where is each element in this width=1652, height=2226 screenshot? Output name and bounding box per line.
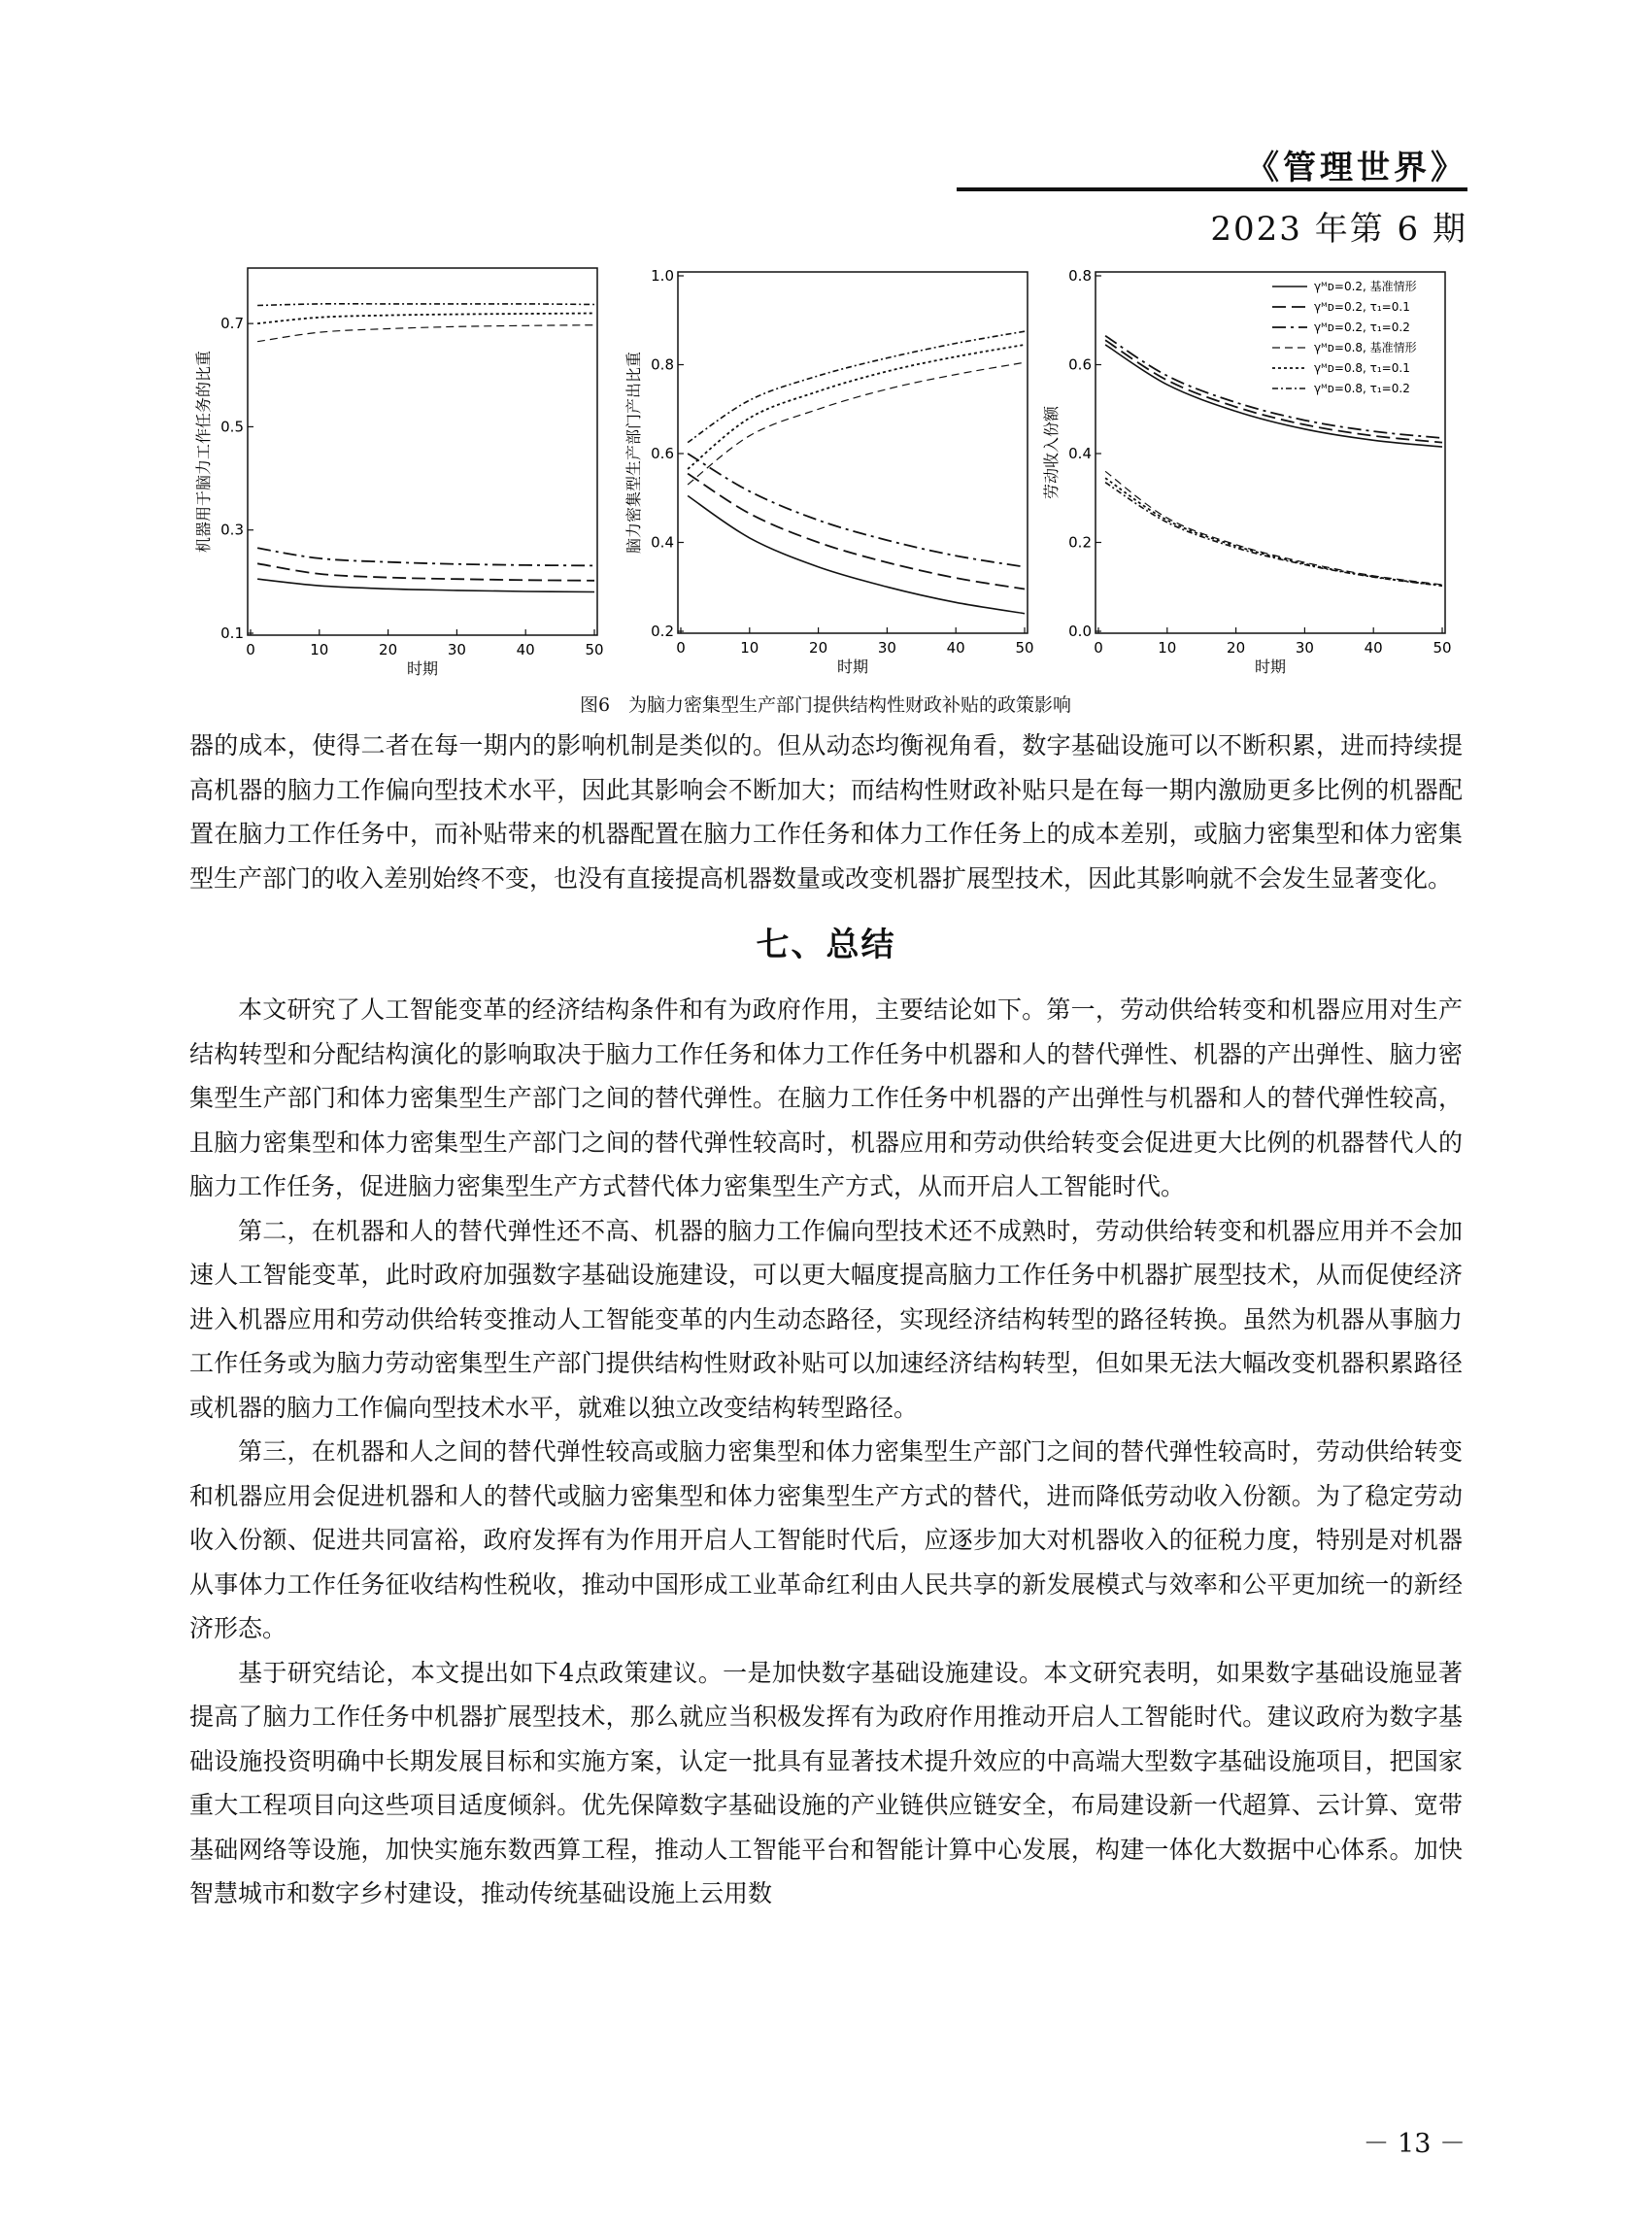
paragraph-2: 第二，在机器和人的替代弹性还不高、机器的脑力工作偏向型技术还不成熟时，劳动供给转变和机器应用并不会加速人工智能变革，此时政府加强数字基础设施建设，可以更大幅度提高脑力工作任务中机器扩展型技术，从而促使经济进入机器应用和劳动供给转变推动人工智能变革的内生动态路径，实现经济结构转型的路径转换。虽然为机器从事脑力工作任务或为脑力劳动密集型生产部门提供结构性财政补贴可以加速经济结构转型，但如果无法大幅改变机器积累路径或机器的脑力工作偏向型技术水平，就难以独立改变结构转型路径。 [189, 1216, 1463, 1422]
x-tick-label: 30 [877, 639, 896, 657]
y-tick-label: 0.5 [220, 418, 244, 436]
figure-6 [185, 260, 1467, 726]
y-tick-label: 0.2 [1068, 533, 1092, 552]
x-tick-label: 20 [379, 641, 398, 658]
series-line-4 [688, 362, 1025, 485]
x-axis-label: 时期 [836, 658, 869, 676]
series-line-4 [1105, 471, 1442, 585]
journal-title: 《管理世界》 [1246, 149, 1467, 187]
header-rule [957, 187, 1467, 191]
paragraph-4: 基于研究结论，本文提出如下4点政策建议。一是加快数字基础设施建设。本文研究表明，如果数字基础设施显著提高了脑力工作任务中机器扩展型技术，那么就应当积极发挥有为政府作用推动开启人工智能时代。建议政府为数字基础设施投资明确中长期发展目标和实施方案，认定一批具有显著技术提升效应的中高端大型数字基础设施项目，把国家重大工程项目向这些项目适度倾斜。优先保障数字基础设施的产业链供应链安全，布局建设新一代超算、云计算、宽带基础网络等设施，加快实施东数西算工程，推动人工智能平台和智能计算中心发展，构建一体化大数据中心体系。加快智慧城市和数字乡村建设，推动传统基础设施上云用数 [189, 1658, 1463, 1907]
paragraph-3: 第三，在机器和人之间的替代弹性较高或脑力密集型和体力密集型生产部门之间的替代弹性较高时，劳动供给转变和机器应用会促进机器和人的替代或脑力密集型和体力密集型生产方式的替代，进而降低劳动收入份额。为了稳定劳动收入份额、促进共同富裕，政府发挥有为作用开启人工智能时代后，应逐步加大对机器收入的征税力度，特别是对机器从事体力工作任务征收结构性税收，推动中国形成工业革命红利由人民共享的新发展模式与效率和公平更加统一的新经济形态。 [189, 1437, 1463, 1642]
series-line-1 [1105, 345, 1442, 447]
legend-entry-5: γᴹᴅ=0.8, τ₁=0.1 [1314, 361, 1410, 375]
y-tick-label: 0.8 [1068, 267, 1092, 285]
x-tick-label: 20 [1227, 639, 1246, 657]
x-axis-label: 时期 [406, 659, 439, 678]
x-tick-label: 40 [1364, 639, 1383, 657]
x-tick-label: 10 [310, 641, 329, 658]
y-axis-label: 脑力密集型生产部门产出比重 [624, 351, 643, 555]
y-tick-label: 0.8 [651, 355, 674, 374]
x-tick-label: 0 [676, 639, 686, 657]
series-line-1 [257, 579, 594, 591]
y-tick-label: 0.1 [220, 624, 244, 642]
x-tick-label: 30 [1295, 639, 1314, 657]
legend [1272, 279, 1417, 395]
y-tick-label: 0.3 [220, 521, 244, 539]
series-line-5 [688, 345, 1025, 469]
section-title: 七、总结 [756, 926, 896, 964]
y-tick-label: 0.7 [220, 315, 244, 333]
series-line-3 [688, 454, 1025, 567]
x-tick-label: 0 [1094, 639, 1103, 657]
x-tick-label: 0 [246, 641, 255, 658]
series-line-5 [257, 314, 594, 324]
x-tick-label: 50 [1433, 639, 1452, 657]
series-line-6 [1105, 483, 1442, 587]
series-line-2 [257, 563, 594, 581]
legend-entry-4: γᴹᴅ=0.8, 基准情形 [1314, 341, 1417, 354]
legend-entry-3: γᴹᴅ=0.2, τ₁=0.2 [1314, 320, 1410, 334]
legend-entry-6: γᴹᴅ=0.8, τ₁=0.2 [1314, 382, 1410, 395]
plot-frame [678, 272, 1028, 633]
y-tick-label: 1.0 [651, 267, 674, 285]
x-tick-label: 10 [740, 639, 759, 657]
legend-entry-2: γᴹᴅ=0.2, τ₁=0.1 [1314, 300, 1410, 314]
legend-entry-1: γᴹᴅ=0.2, 基准情形 [1314, 280, 1417, 293]
y-tick-label: 0.4 [651, 533, 674, 552]
series-line-3 [257, 548, 594, 565]
figure-caption: 图6 为脑力密集型生产部门提供结构性财政补贴的政策影响 [579, 694, 1072, 716]
paragraph-continued: 器的成本，使得二者在每一期内的影响机制是类似的。但从动态均衡视角看，数字基础设施可以不断积累，进而持续提高机器的脑力工作偏向型技术水平，因此其影响会不断加大；而结构性财政补贴只是在每一期内激励更多比例的机器配置在脑力工作任务中，而补贴带来的机器配置在脑力工作任务和体力工作任务上的成本差别，或脑力密集型和体力密集型生产部门的收入差别始终不变，也没有直接提高机器数量或改变机器扩展型技术，因此其影响就不会发生显著变化。 [189, 731, 1463, 893]
x-tick-label: 50 [585, 641, 604, 658]
x-tick-label: 40 [516, 641, 535, 658]
article-body [189, 724, 1463, 1916]
chart-panel-2 [624, 267, 1034, 676]
y-tick-label: 0.2 [651, 623, 674, 640]
y-axis-label: 劳动收入份额 [1042, 405, 1061, 500]
paragraph-1: 本文研究了人工智能变革的经济结构条件和有为政府作用，主要结论如下。第一，劳动供给转变和机器应用对生产结构转型和分配结构演化的影响取决于脑力工作任务和体力工作任务中机器和人的替代弹性、机器的产出弹性、脑力密集型生产部门和体力密集型生产部门之间的替代弹性。在脑力工作任务中机器的产出弹性与机器和人的替代弹性较高，且脑力密集型和体力密集型生产部门之间的替代弹性较高时，机器应用和劳动供给转变会促进更大比例的机器替代人的脑力工作任务，促进脑力密集型生产方式替代体力密集型生产方式，从而开启人工智能时代。 [189, 995, 1463, 1200]
chart-panel-3 [1042, 267, 1452, 676]
x-tick-label: 40 [946, 639, 965, 657]
chart-panel-1 [194, 268, 604, 678]
y-tick-label: 0.4 [1068, 445, 1092, 462]
x-axis-label: 时期 [1254, 658, 1287, 676]
page-number: － 13 － [1363, 2129, 1466, 2159]
x-tick-label: 50 [1015, 639, 1034, 657]
issue-label: 2023 年第 6 期 [1210, 210, 1467, 249]
y-tick-label: 0.6 [1068, 355, 1092, 374]
y-axis-label: 机器用于脑力工作任务的比重 [194, 350, 213, 554]
x-tick-label: 10 [1158, 639, 1177, 657]
x-tick-label: 30 [447, 641, 466, 658]
figure-6-charts [185, 260, 1467, 688]
y-tick-label: 0.0 [1068, 623, 1092, 640]
plot-frame [248, 268, 597, 635]
series-line-4 [257, 325, 594, 342]
series-line-5 [1105, 478, 1442, 586]
series-line-6 [257, 304, 594, 306]
y-tick-label: 0.6 [651, 445, 674, 462]
x-tick-label: 20 [809, 639, 828, 657]
